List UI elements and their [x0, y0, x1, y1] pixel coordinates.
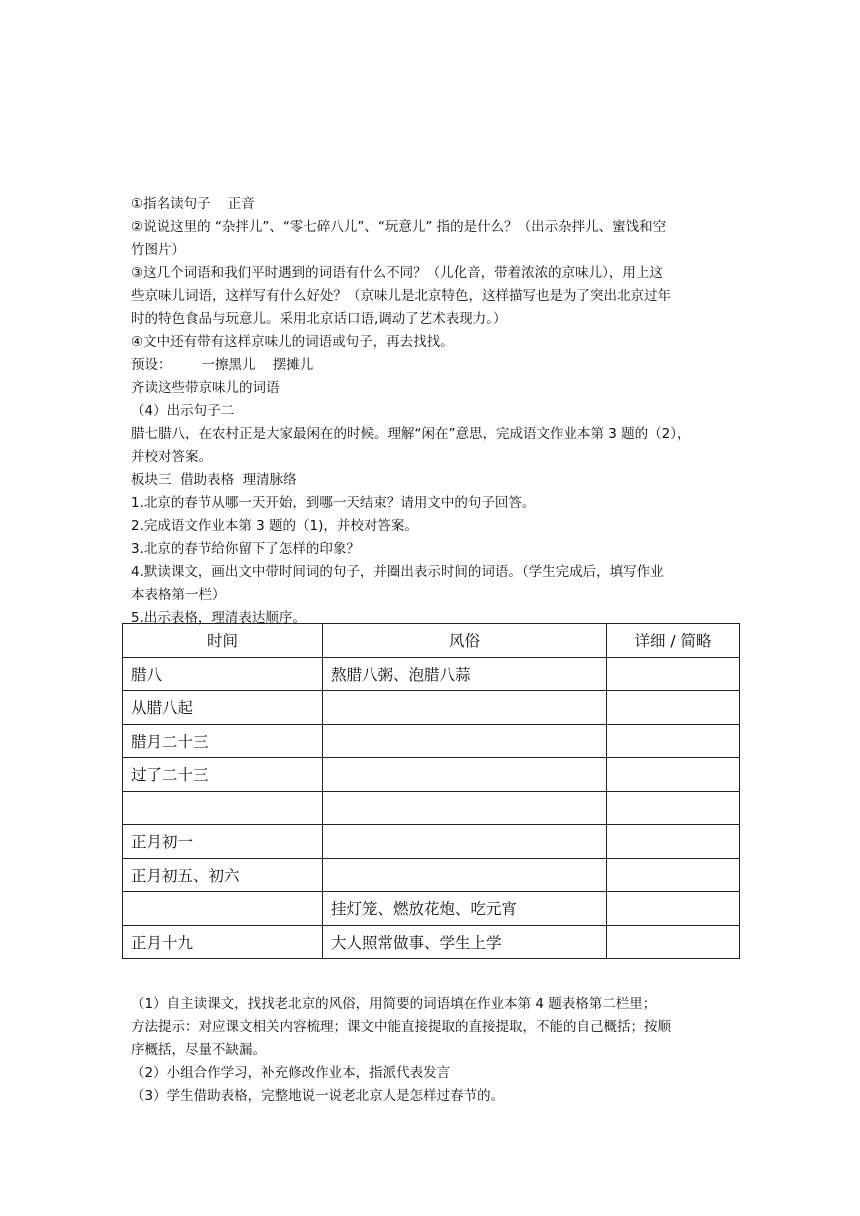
custom-cell: 熬腊八粥、泡腊八蒜: [323, 657, 607, 691]
text-line: ④文中还有带有这样京味儿的词语或句子，再去找找。: [131, 334, 454, 350]
text-line: 齐读这些带京味儿的词语: [131, 380, 280, 396]
table-row: [123, 925, 740, 959]
time-cell: 腊八: [123, 657, 323, 691]
text-line: 方法提示：对应课文相关内容梳理；课文中能直接提取的直接提取，不能的自己概括；按顺: [131, 1019, 671, 1035]
text-line: 本表格第一栏）: [131, 587, 226, 603]
table-row: [123, 758, 740, 792]
text-line: ①指名读句子 正音: [131, 196, 255, 212]
detail-cell: [607, 657, 740, 691]
time-cell: [123, 791, 323, 825]
text-line: （4）出示句子二: [131, 403, 235, 419]
text-line: （2）小组合作学习，补充修改作业本，指派代表发言: [131, 1065, 451, 1081]
table-row: [123, 791, 740, 825]
custom-cell: 大人照常做事、学生上学: [323, 925, 607, 959]
text-line: 并校对答案。: [131, 449, 212, 465]
detail-cell: [607, 892, 740, 926]
detail-cell: [607, 825, 740, 859]
text-line: 1.北京的春节从哪一天开始，到哪一天结束？请用文中的句子回答。: [131, 495, 536, 511]
time-cell: [123, 892, 323, 926]
text-line: 3.北京的春节给你留下了怎样的印象？: [131, 541, 360, 557]
detail-cell: [607, 791, 740, 825]
header-custom: 风俗: [323, 624, 607, 658]
table-row: [123, 892, 740, 926]
text-line: （1）自主读课文，找找老北京的风俗，用简要的词语填在作业本第 4 题表格第二栏里；: [131, 996, 657, 1012]
detail-cell: [607, 925, 740, 959]
text-line: 5.出示表格，理清表达顺序。: [131, 610, 306, 626]
custom-cell: [323, 858, 607, 892]
header-time: 时间: [123, 624, 323, 658]
custom-cell: [323, 825, 607, 859]
text-line: 时的特色食品与玩意儿。采用北京话口语,调动了艺术表现力。）: [131, 311, 507, 327]
time-cell: 腊月二十三: [123, 724, 323, 758]
table-row: [123, 691, 740, 725]
table-row: [123, 657, 740, 691]
text-line: （3）学生借助表格，完整地说一说老北京人是怎样过春节的。: [131, 1088, 505, 1104]
text-line: 预设： 一擦黑儿 摆摊儿: [131, 357, 314, 373]
text-line: 序概括，尽量不缺漏。: [131, 1042, 266, 1058]
text-line: 竹图片）: [131, 242, 185, 258]
lesson-text-top: [131, 193, 741, 630]
table-header-row: [123, 624, 740, 658]
header-detail: 详细 / 简略: [607, 624, 740, 658]
text-line: ②说说这里的 “杂拌儿”、“零七碎八儿”、“玩意儿” 指的是什么？（出示杂拌儿、蜜饯和空: [131, 219, 667, 235]
custom-cell: 挂灯笼、燃放花炮、吃元宵: [323, 892, 607, 926]
time-cell: 过了二十三: [123, 758, 323, 792]
table-row: [123, 724, 740, 758]
custom-cell: [323, 691, 607, 725]
detail-cell: [607, 858, 740, 892]
detail-cell: [607, 758, 740, 792]
table-row: [123, 825, 740, 859]
customs-table: [122, 623, 740, 959]
time-cell: 从腊八起: [123, 691, 323, 725]
time-cell: 正月初一: [123, 825, 323, 859]
time-cell: 正月初五、初六: [123, 858, 323, 892]
text-line: ③这几个词语和我们平时遇到的词语有什么不同？（儿化音，带着浓浓的京味儿），用上这: [131, 265, 663, 281]
time-cell: 正月十九: [123, 925, 323, 959]
text-line: 些京味儿词语，这样写有什么好处？（京味儿是北京特色，这样描写也是为了突出北京过年: [131, 288, 671, 304]
text-line: 2.完成语文作业本第 3 题的（1)，并校对答案。: [131, 518, 418, 534]
detail-cell: [607, 691, 740, 725]
lesson-text-bottom: [131, 993, 741, 1108]
custom-cell: [323, 791, 607, 825]
custom-cell: [323, 724, 607, 758]
custom-cell: [323, 758, 607, 792]
table-row: [123, 858, 740, 892]
text-line: 4.默读课文，画出文中带时间词的句子，并圈出表示时间的词语。（学生完成后，填写作业: [131, 564, 664, 580]
text-line: 腊七腊八，在农村正是大家最闲在的时候。理解“闲在”意思，完成语文作业本第 3 题的（2），: [131, 426, 691, 442]
detail-cell: [607, 724, 740, 758]
section-heading: 板块三 借助表格 理清脉络: [131, 472, 297, 488]
